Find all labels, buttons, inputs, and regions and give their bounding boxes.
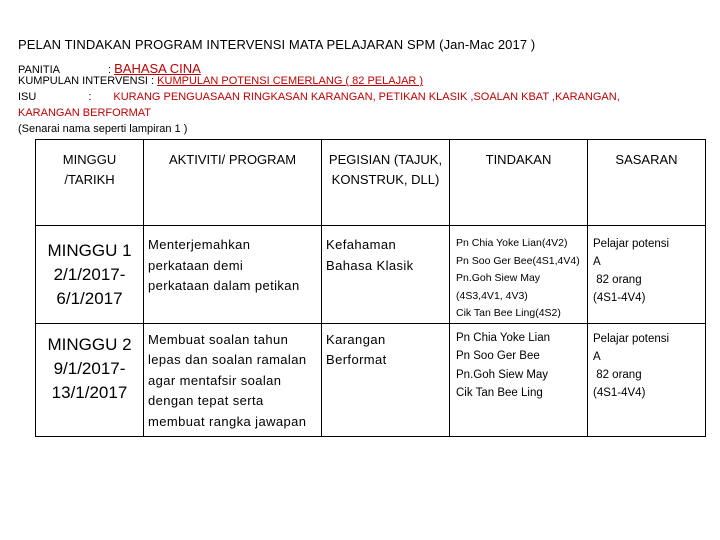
isu-value-cont: KARANGAN BERFORMAT [18,107,152,119]
plan-table [35,139,706,437]
week-cell: MINGGU 2 9/1/2017- 13/1/2017 [36,323,144,436]
header-tindakan: TINDAKAN [450,140,588,226]
header-sasaran: SASARAN [588,140,706,226]
panitia-sep: : [107,64,115,76]
panitia-value: BAHASA CINA [114,61,201,76]
header-aktiviti: AKTIVITI/ PROGRAM [144,140,322,226]
document-title: PELAN TINDAKAN PROGRAM INTERVENSI MATA PELAJARAN SPM (Jan-Mac 2017 ) [18,37,536,52]
isu-label: ISU [18,91,37,103]
tindakan-cell: Pn Chia Yoke Lian Pn Soo Ger Bee Pn.Goh Siew May Cik Tan Bee Ling [450,323,588,436]
header-minggu: MINGGU /TARIKH [36,140,144,226]
sasaran-cell: Pelajar potensi A 82 orang (4S1-4V4) [588,226,706,324]
aktiviti-cell: Menterjemahkan perkataan demi perkataan dalam petikan [144,226,322,324]
kumpulan-value: KUMPULAN POTENSI CEMERLANG ( 82 PELAJAR ) [157,75,424,87]
panitia-line [18,61,201,76]
isu-sep: : [88,91,92,103]
pegisian-cell: Kefahaman Bahasa Klasik [322,226,450,324]
header-pegisian: PEGISIAN (TAJUK, KONSTRUK, DLL) [322,140,450,226]
isu-line [18,91,620,103]
sasaran-cell: Pelajar potensi A 82 orang (4S1-4V4) [588,323,706,436]
table-row [36,226,706,324]
table-header-row [36,140,706,226]
aktiviti-cell: Membuat soalan tahun lepas dan soalan ramalan agar mentafsir soalan dengan tepat serta membuat rangka jawapan [144,323,322,436]
isu-value: KURANG PENGUASAAN RINGKASAN KARANGAN, PETIKAN KLASIK ,SOALAN KBAT ,KARANGAN, [113,91,620,103]
panitia-label: PANITIA [18,64,60,76]
week-cell: MINGGU 1 2/1/2017- 6/1/2017 [36,226,144,324]
kumpulan-label: KUMPULAN INTERVENSI : [18,75,158,87]
table-row [36,323,706,436]
lampiran-note: (Senarai nama seperti lampiran 1 ) [18,123,188,135]
pegisian-cell: Karangan Berformat [322,323,450,436]
tindakan-cell: Pn Chia Yoke Lian(4V2) Pn Soo Ger Bee(4S1,4V4) Pn.Goh Siew May (4S3,4V1, 4V3) Cik Tan Bee Ling(4S2) [450,226,588,324]
kumpulan-line [18,75,423,87]
